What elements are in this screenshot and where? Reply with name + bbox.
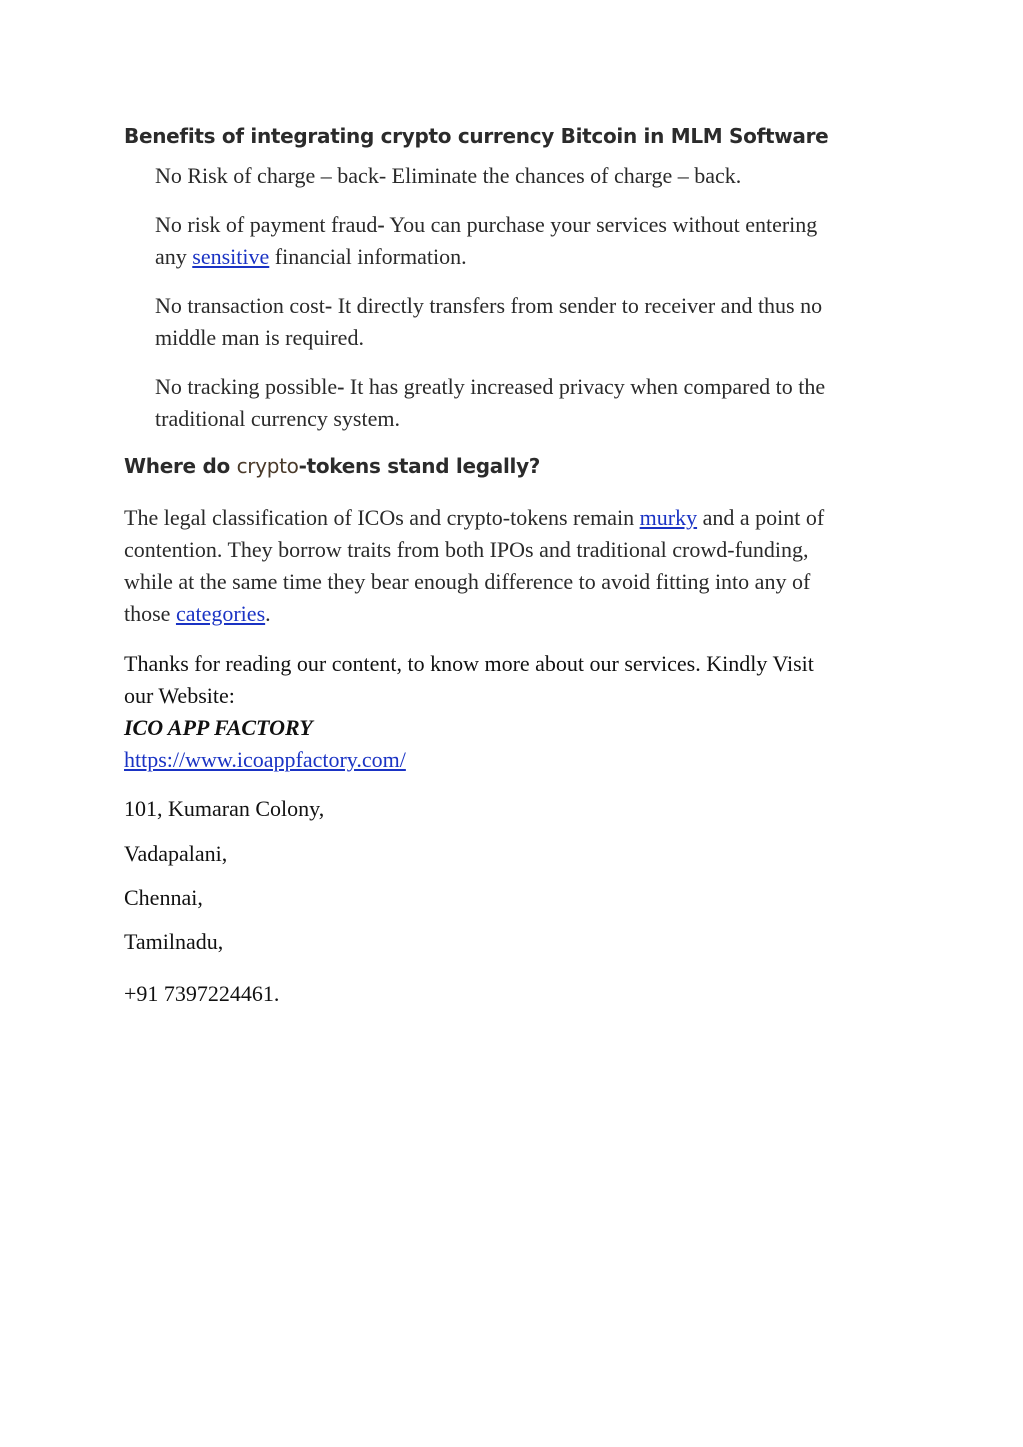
legal-text: and a point of	[697, 505, 825, 530]
address-street: 101, Kumaran Colony,	[124, 796, 325, 821]
phone-number: +91 7397224461.	[124, 981, 280, 1006]
website-line	[124, 744, 904, 776]
benefit-text: middle man is required.	[155, 325, 364, 350]
benefit-no-tracking	[155, 371, 915, 435]
benefit-dash: -	[377, 212, 385, 237]
address-state: Tamilnadu,	[124, 929, 224, 954]
benefit-line	[155, 241, 915, 273]
benefit-text: any	[155, 244, 193, 269]
legal-line: while at the same time they bear enough difference to avoid fitting into any of	[124, 569, 811, 594]
benefit-lead: No transaction cost	[155, 293, 325, 318]
legal-line	[124, 502, 904, 534]
categories-link[interactable]: categories	[175, 601, 266, 626]
benefit-text: financial information.	[269, 244, 467, 269]
legal-text: those	[124, 601, 176, 626]
benefit-dash: -	[337, 374, 345, 399]
benefit-no-chargeback	[155, 160, 915, 192]
heading-benefits: Benefits of integrating crypto currency Bitcoin in MLM Software	[124, 124, 829, 148]
heading-legal	[124, 454, 540, 478]
benefit-text: No Risk of charge – back- Eliminate the chances of charge – back.	[155, 163, 742, 188]
heading-legal-part: -tokens stand legally?	[298, 454, 541, 478]
closing-line: our Website:	[124, 683, 235, 708]
heading-legal-part: Where do	[124, 454, 237, 478]
heading-legal-accent: crypto	[236, 454, 299, 478]
benefit-lead: No risk of payment fraud	[155, 212, 378, 237]
benefit-lead: No tracking possible	[155, 374, 338, 399]
benefit-dash: -	[324, 293, 333, 318]
closing-line: Thanks for reading our content, to know more about our services. Kindly Visit	[124, 651, 814, 676]
benefit-rest: You can purchase your services without entering	[384, 212, 818, 237]
benefit-rest: It has greatly increased privacy when compared to the	[344, 374, 826, 399]
address-area: Vadapalani,	[124, 841, 228, 866]
benefit-no-transaction-cost	[155, 290, 915, 354]
benefit-line	[155, 290, 915, 322]
closing-paragraph	[124, 648, 904, 776]
address-city: Chennai,	[124, 885, 203, 910]
legal-line	[124, 598, 904, 630]
legal-paragraph	[124, 502, 904, 630]
legal-line: contention. They borrow traits from both IPOs and traditional crowd-funding,	[124, 537, 809, 562]
benefit-text: traditional currency system.	[155, 406, 400, 431]
benefit-no-payment-fraud	[155, 209, 915, 273]
brand-name: ICO APP FACTORY	[124, 715, 313, 740]
legal-text: The legal classification of ICOs and crypto-tokens remain	[124, 505, 640, 530]
benefit-line	[155, 209, 915, 241]
sensitive-link[interactable]: sensitive	[192, 244, 270, 269]
benefit-rest: It directly transfers from sender to receiver and thus no	[332, 293, 823, 318]
murky-link[interactable]: murky	[639, 505, 698, 530]
website-link[interactable]: https://www.icoappfactory.com/	[124, 747, 406, 772]
benefit-line	[155, 371, 915, 403]
legal-text: .	[265, 601, 271, 626]
